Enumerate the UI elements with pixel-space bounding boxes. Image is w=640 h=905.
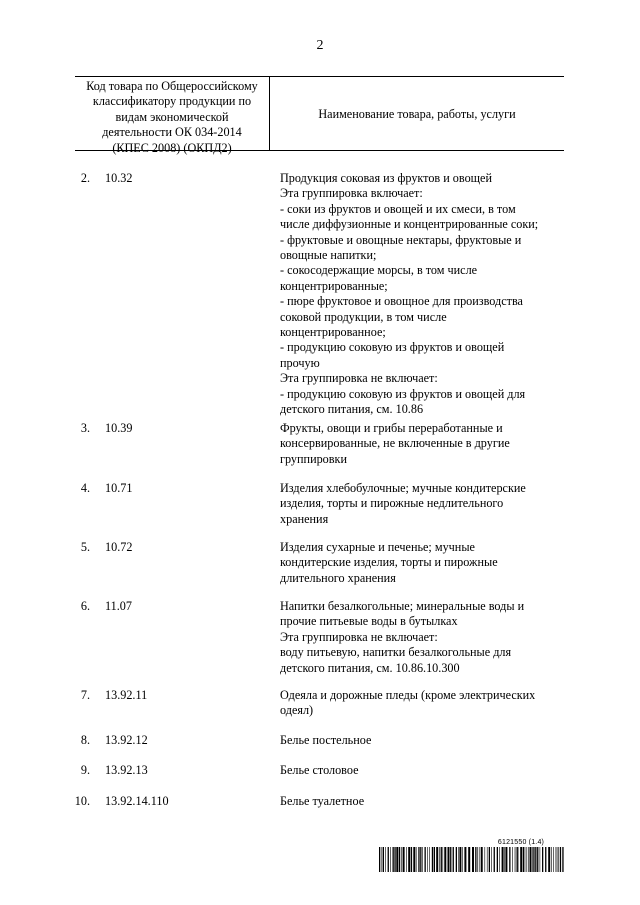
row-code: 13.92.11	[105, 688, 148, 702]
row-number: 3.	[80, 421, 90, 435]
row-number: 2.	[80, 171, 90, 185]
row-description	[280, 763, 565, 778]
row-code: 10.39	[105, 421, 133, 435]
row-description-line: Изделия сухарные и печенье; мучные	[280, 540, 475, 554]
row-description-line: - соки из фруктов и овощей и их смеси, в том	[280, 201, 516, 216]
row-code: 10.32	[105, 171, 133, 185]
row-description	[280, 540, 565, 586]
row-description-line: детского питания, см. 10.86	[280, 402, 424, 417]
row-number: 8.	[80, 733, 90, 747]
row-code: 13.92.14.110	[105, 794, 169, 808]
row-description-line: Фрукты, овощи и грибы переработанные и	[280, 421, 503, 435]
row-description-line: соковой продукции, в том числе	[280, 309, 447, 324]
row-description-line: воду питьевую, напитки безалкогольные для	[280, 645, 512, 660]
row-description-line: одеял)	[280, 703, 314, 718]
row-description-line: изделия, торты и пирожные недлительного	[280, 496, 504, 511]
row-description-line: Белье постельное	[280, 733, 372, 747]
row-number: 6.	[80, 599, 90, 613]
row-description-line: Белье туалетное	[280, 794, 365, 808]
row-description-line: - пюре фруктовое и овощное для производства	[280, 294, 523, 309]
row-description-line: Изделия хлебобулочные; мучные кондитерские	[280, 481, 526, 495]
row-description-line: Эта группировка не включает:	[280, 371, 438, 386]
header-code-line: классификатору продукции по	[92, 94, 252, 109]
row-number: 5.	[80, 540, 90, 554]
row-description	[280, 481, 565, 527]
row-description-line: - сокосодержащие морсы, в том числе	[280, 263, 478, 278]
row-description-line: консервированные, не включенные в другие	[280, 436, 510, 451]
header-top-rule	[75, 76, 564, 77]
header-code-line: Код товара по Общероссийскому	[86, 79, 258, 93]
row-description-line: кондитерские изделия, торты и пирожные	[280, 555, 498, 570]
row-number: 7.	[80, 688, 90, 702]
row-number: 10.	[74, 794, 90, 808]
row-description-line: Белье столовое	[280, 763, 359, 777]
row-description-line: Эта группировка включает:	[280, 186, 423, 201]
row-description	[280, 794, 565, 809]
row-number: 4.	[80, 481, 90, 495]
row-description-line: концентрированные;	[280, 278, 388, 293]
row-description-line: детского питания, см. 10.86.10.300	[280, 660, 460, 675]
row-description-line: прочую	[280, 355, 320, 370]
row-description	[280, 171, 565, 418]
row-number: 9.	[80, 763, 90, 777]
row-description-line: Продукция соковая из фруктов и овощей	[280, 171, 492, 185]
header-code-column	[75, 79, 269, 156]
row-description-line: - фруктовые и овощные нектары, фруктовые и	[280, 232, 522, 247]
header-bottom-rule	[75, 150, 564, 151]
row-description-line: группировки	[280, 451, 347, 466]
row-code: 10.72	[105, 540, 133, 554]
row-description-line: числе диффузионные и концентрированные соки;	[280, 217, 539, 232]
row-description-line: прочие питьевые воды в бутылках	[280, 614, 458, 629]
header-code-line: видам экономической	[115, 109, 229, 124]
header-name-column: Наименование товара, работы, услуги	[318, 107, 516, 121]
page-number: 2	[316, 38, 324, 53]
row-code: 13.92.13	[105, 763, 148, 777]
row-description-line: концентрированное;	[280, 325, 386, 340]
row-description-line: - продукцию соковую из фруктов и овощей для	[280, 386, 526, 401]
row-description	[280, 733, 565, 748]
row-code: 13.92.12	[105, 733, 148, 747]
row-code: 11.07	[105, 599, 132, 613]
row-description-line: Напитки безалкогольные; минеральные воды и	[280, 599, 525, 613]
row-description-line: длительного хранения	[280, 570, 396, 585]
row-description-line: хранения	[280, 511, 329, 526]
row-description-line: - продукцию соковую из фруктов и овощей	[280, 340, 505, 355]
row-description	[280, 688, 565, 719]
row-description	[280, 599, 565, 676]
row-description-line: Эта группировка не включает:	[280, 629, 438, 644]
row-description-line: Одеяла и дорожные пледы (кроме электрических	[280, 688, 536, 702]
row-description	[280, 421, 565, 467]
row-code: 10.71	[105, 481, 133, 495]
row-description-line: овощные напитки;	[280, 248, 377, 263]
header-code-line: деятельности ОК 034-2014	[102, 125, 242, 140]
header-code-line: (КПЕС 2008) (ОКПД2)	[112, 140, 232, 155]
document-stamp-number: 6121550 (1.4)	[497, 839, 545, 846]
barcode	[379, 847, 565, 872]
